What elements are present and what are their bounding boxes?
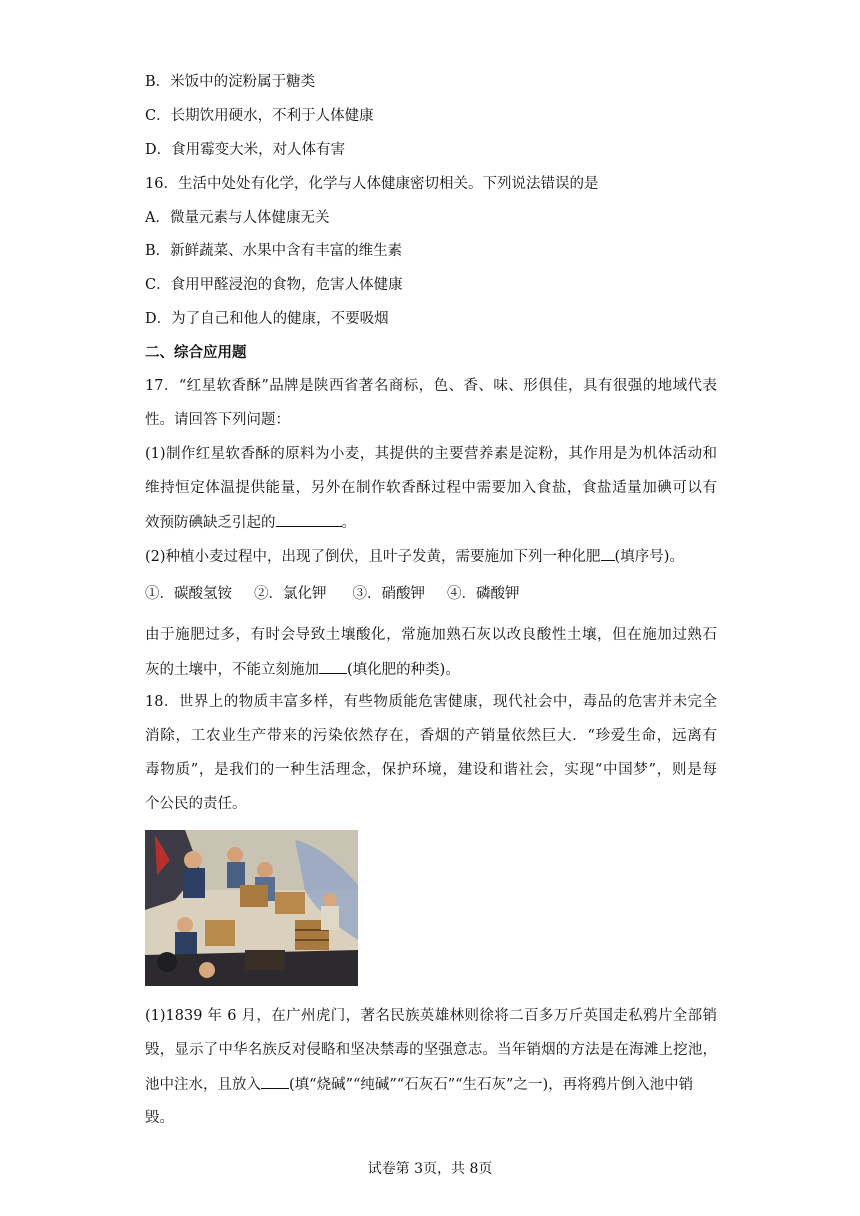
question-17-part2-line3-text: 灰的土壤中，不能立刻施加 bbox=[145, 662, 319, 678]
question-18-part1-line3-text: 池中注水，且放入 bbox=[145, 1077, 261, 1093]
question-17-part2-text: (2)种植小麦过程中，出现了倒伏，且叶子发黄，需要施加下列一种化肥 bbox=[145, 549, 601, 565]
opium-destruction-painting bbox=[145, 830, 358, 986]
question-17-stem-line1: 17．“红星软香酥”品牌是陕西省著名商标，色、香、味、形俱佳，具有很强的地域代表 bbox=[145, 378, 717, 394]
question-18-stem-line1: 18．世界上的物质丰富多样，有些物质能危害健康，现代社会中，毒品的危害并未完全 bbox=[145, 694, 717, 710]
option-16a: A．微量元素与人体健康无关 bbox=[145, 210, 330, 226]
question-18-part1-line4: 毁。 bbox=[145, 1110, 174, 1126]
question-17-part2-end: (填序号)。 bbox=[614, 549, 684, 565]
fertilizer-option-2: ②．氯化钾 bbox=[254, 586, 327, 602]
question-18-stem-line2: 消除，工农业生产带来的污染依然存在，香烟的产销量依然巨大．“珍爱生命，远离有 bbox=[145, 728, 717, 744]
question-18-part1-line3 bbox=[145, 1074, 693, 1095]
question-18-part1-line3-end: (填“烧碱”“纯碱”“石灰石”“生石灰”之一)，再将鸦片倒入池中销 bbox=[289, 1077, 694, 1093]
section-heading: 二、综合应用题 bbox=[145, 344, 247, 361]
painting-illustration bbox=[145, 830, 358, 986]
option-16c: C．食用甲醛浸泡的食物，危害人体健康 bbox=[145, 277, 403, 293]
question-17-part1-end: 。 bbox=[341, 515, 356, 531]
question-16-stem: 16．生活中处处有化学，化学与人体健康密切相关。下列说法错误的是 bbox=[145, 176, 599, 192]
answer-blank-17-1[interactable] bbox=[276, 512, 342, 527]
fertilizer-option-1: ①．碳酸氢铵 bbox=[145, 586, 232, 602]
question-18-stem-line3: 毒物质”，是我们的一种生活理念，保护环境，建设和谐社会，实现“中国梦”，则是每 bbox=[145, 762, 717, 778]
question-18-part1-line1: (1)1839 年 6 月，在广州虎门，著名民族英雄林则徐将二百多万斤英国走私鸦片全部销 bbox=[145, 1008, 717, 1024]
fertilizer-options bbox=[145, 584, 542, 604]
question-17-part2 bbox=[145, 546, 684, 567]
option-15b: B．米饭中的淀粉属于糖类 bbox=[145, 74, 316, 90]
page-footer: 试卷第 3页，共 8页 bbox=[367, 1161, 493, 1177]
answer-blank-18-1[interactable] bbox=[261, 1074, 289, 1089]
option-15c: C．长期饮用硬水，不利于人体健康 bbox=[145, 108, 374, 124]
question-17-part2-line2: 由于施肥过多，有时会导致土壤酸化，常施加熟石灰以改良酸性土壤，但在施加过熟石 bbox=[145, 627, 717, 643]
fertilizer-option-4: ④．磷酸钾 bbox=[447, 586, 520, 602]
question-17-part2-line3 bbox=[145, 659, 460, 680]
question-17-part1-line1: (1)制作红星软香酥的原料为小麦，其提供的主要营养素是淀粉，其作用是为机体活动和 bbox=[145, 446, 717, 462]
fertilizer-option-3: ③．硝酸钾 bbox=[352, 586, 425, 602]
option-16d: D．为了自己和他人的健康，不要吸烟 bbox=[145, 311, 389, 327]
question-17-part1-text: 效预防碘缺乏引起的 bbox=[145, 515, 276, 531]
option-15d: D．食用霉变大米，对人体有害 bbox=[145, 142, 346, 158]
question-17-part1-line2: 维持恒定体温提供能量，另外在制作软香酥过程中需要加入食盐，食盐适量加碘可以有 bbox=[145, 480, 717, 496]
answer-blank-17-3[interactable] bbox=[319, 659, 347, 674]
question-18-part1-line2: 毁，显示了中华名族反对侵略和坚决禁毒的坚强意志。当年销烟的方法是在海滩上挖池， bbox=[145, 1042, 717, 1058]
question-17-part2-line3-end: (填化肥的种类)。 bbox=[347, 662, 460, 678]
question-17-stem-line2: 性。请回答下列问题： bbox=[145, 412, 290, 428]
question-18-stem-line4: 个公民的责任。 bbox=[145, 796, 247, 812]
option-16b: B．新鲜蔬菜、水果中含有丰富的维生素 bbox=[145, 243, 403, 259]
question-17-part1-line3 bbox=[145, 512, 356, 533]
answer-blank-17-2[interactable] bbox=[601, 546, 615, 561]
